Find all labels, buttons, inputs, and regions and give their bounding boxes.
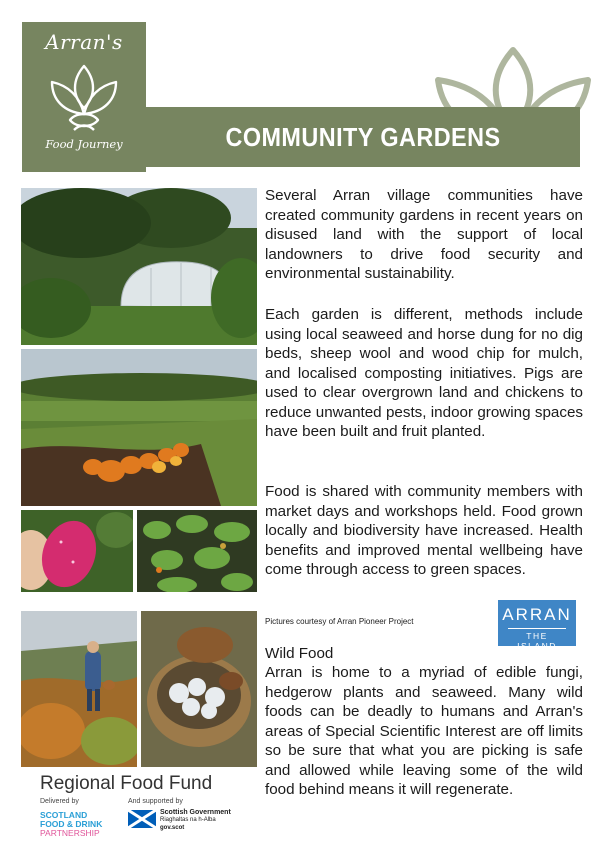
delivered-by-label: Delivered by: [40, 798, 79, 805]
scottish-government-gaelic-label: Riaghaltas na h-Alba: [160, 817, 216, 823]
hand-holding-potato-photo: [21, 510, 133, 592]
regional-food-fund-title: Regional Food Fund: [40, 773, 213, 794]
pumpkin-harvest-photo: [21, 349, 257, 506]
scottish-government-label: Scottish Government: [160, 809, 231, 816]
wild-food-paragraph: Arran is home to a myriad of edible fungi, hedgerow plants and seaweed. Many wild foods can be deadly to humans and Arran's areas of Special Scientific Interest are off limits so be sure that what you are picking is safe and allowed while leaving some of the wild food behind means it will regenerate.: [265, 664, 583, 798]
wild-food-heading: Wild Food: [265, 645, 334, 662]
photo-credit: Pictures courtesy of Arran Pioneer Project: [265, 617, 414, 626]
mushroom-basket-photo: [141, 611, 257, 767]
arran-the-island-logo: [498, 600, 576, 651]
page-title: COMMUNITY GARDENS: [225, 122, 501, 152]
sfdp-logo-line2: FOOD & DRINK: [40, 819, 103, 829]
triple-leaf-knot-icon: [44, 60, 124, 136]
arran-badge-tagline: THE ISLAND: [508, 628, 566, 651]
forager-in-bracken-photo: [21, 611, 137, 767]
arran-badge-name: ARRAN: [502, 605, 572, 624]
methods-paragraph: Each garden is different, methods include using local seaweed and horse dung for no dig beds, sheep wool and wood chip for mulch, and localised composting initiatives. Pigs are used to clear overgrown land and chickens to reduce unwanted pests, indoor growing spaces have been built and fruit planted.: [265, 306, 583, 440]
garden-polytunnel-photo: [21, 188, 257, 345]
intro-paragraph: Several Arran village communities have created community gardens in recent years on disused land with the support of local landowners to drive food security and environmental sustainability.: [265, 187, 583, 282]
logo-subtitle: Food Journey: [45, 137, 123, 151]
logo-title: Arran's: [45, 30, 123, 54]
sfdp-logo-line1: SCOTLAND: [40, 810, 88, 820]
supported-by-label: And supported by: [128, 798, 183, 805]
saltire-flag-icon: [128, 810, 156, 828]
seedling-beds-photo: [137, 510, 257, 592]
gov-scot-label: gov.scot: [160, 825, 185, 831]
sharing-paragraph: Food is shared with community members with market days and workshops held. Food grown locally and biodiversity have increased. Health benefits and improved mental wellbeing have come through access to green spaces.: [265, 483, 583, 578]
sfdp-logo-line3: PARTNERSHIP: [40, 828, 100, 838]
